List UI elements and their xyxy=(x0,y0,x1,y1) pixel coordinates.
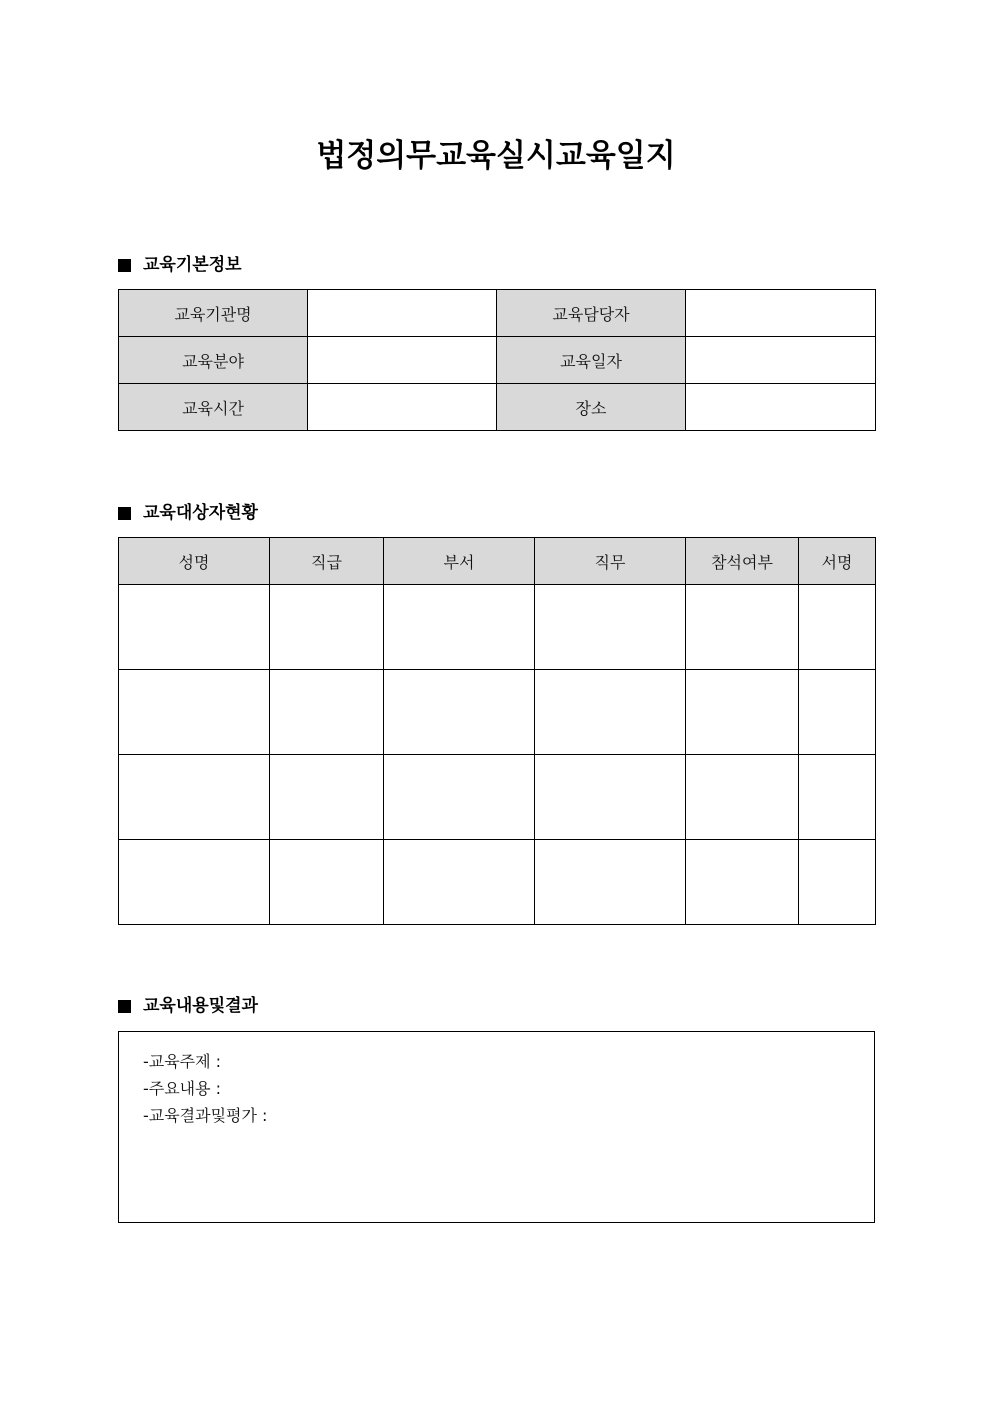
table-cell[interactable] xyxy=(119,840,270,925)
square-bullet-icon xyxy=(118,259,131,272)
table-cell[interactable] xyxy=(799,670,876,755)
table-cell[interactable] xyxy=(119,585,270,670)
table-cell[interactable] xyxy=(799,840,876,925)
table-cell[interactable] xyxy=(119,670,270,755)
table-row xyxy=(119,670,876,755)
content-box[interactable] xyxy=(118,1031,875,1223)
table-cell[interactable] xyxy=(270,840,384,925)
label-cell: 교육기관명 xyxy=(119,290,308,337)
value-cell[interactable] xyxy=(686,384,876,431)
value-cell[interactable] xyxy=(308,290,497,337)
table-cell[interactable] xyxy=(686,670,799,755)
table-cell[interactable] xyxy=(384,585,535,670)
table-row xyxy=(119,384,876,431)
section-heading-label: 교육내용및결과 xyxy=(143,996,258,1016)
value-cell[interactable] xyxy=(686,337,876,384)
section-heading-content xyxy=(118,994,258,1018)
participants-table xyxy=(118,537,876,925)
table-cell[interactable] xyxy=(686,840,799,925)
table-cell[interactable] xyxy=(270,670,384,755)
table-row xyxy=(119,585,876,670)
table-header-row xyxy=(119,538,876,585)
table-cell[interactable] xyxy=(686,585,799,670)
value-cell[interactable] xyxy=(308,384,497,431)
label-cell: 교육분야 xyxy=(119,337,308,384)
content-line-evaluation: -교육결과및평가 : xyxy=(143,1106,268,1125)
table-cell[interactable] xyxy=(270,585,384,670)
table-cell[interactable] xyxy=(384,670,535,755)
column-header-name: 성명 xyxy=(119,538,270,585)
column-header-department: 부서 xyxy=(384,538,535,585)
section-heading-basic-info xyxy=(118,253,242,277)
table-row xyxy=(119,840,876,925)
section-heading-participants xyxy=(118,501,258,525)
table-cell[interactable] xyxy=(535,755,686,840)
table-row xyxy=(119,290,876,337)
value-cell[interactable] xyxy=(308,337,497,384)
table-cell[interactable] xyxy=(270,755,384,840)
content-line-topic: -교육주제 : xyxy=(143,1052,222,1071)
table-row xyxy=(119,337,876,384)
column-header-duty: 직무 xyxy=(535,538,686,585)
basic-info-table xyxy=(118,289,876,431)
label-cell: 교육담당자 xyxy=(497,290,686,337)
table-cell[interactable] xyxy=(535,840,686,925)
label-cell: 장소 xyxy=(497,384,686,431)
table-cell[interactable] xyxy=(384,840,535,925)
column-header-signature: 서명 xyxy=(799,538,876,585)
value-cell[interactable] xyxy=(686,290,876,337)
table-cell[interactable] xyxy=(535,670,686,755)
column-header-attendance: 참석여부 xyxy=(686,538,799,585)
table-cell[interactable] xyxy=(686,755,799,840)
square-bullet-icon xyxy=(118,1000,131,1013)
table-cell[interactable] xyxy=(535,585,686,670)
table-cell[interactable] xyxy=(384,755,535,840)
section-heading-label: 교육대상자현황 xyxy=(143,503,258,523)
table-row xyxy=(119,755,876,840)
label-cell: 교육시간 xyxy=(119,384,308,431)
table-cell[interactable] xyxy=(119,755,270,840)
column-header-rank: 직급 xyxy=(270,538,384,585)
table-cell[interactable] xyxy=(799,585,876,670)
content-line-main: -주요내용 : xyxy=(143,1079,222,1098)
square-bullet-icon xyxy=(118,507,131,520)
page-title: 법정의무교육실시교육일지 xyxy=(316,138,676,174)
table-cell[interactable] xyxy=(799,755,876,840)
label-cell: 교육일자 xyxy=(497,337,686,384)
section-heading-label: 교육기본정보 xyxy=(143,255,242,275)
